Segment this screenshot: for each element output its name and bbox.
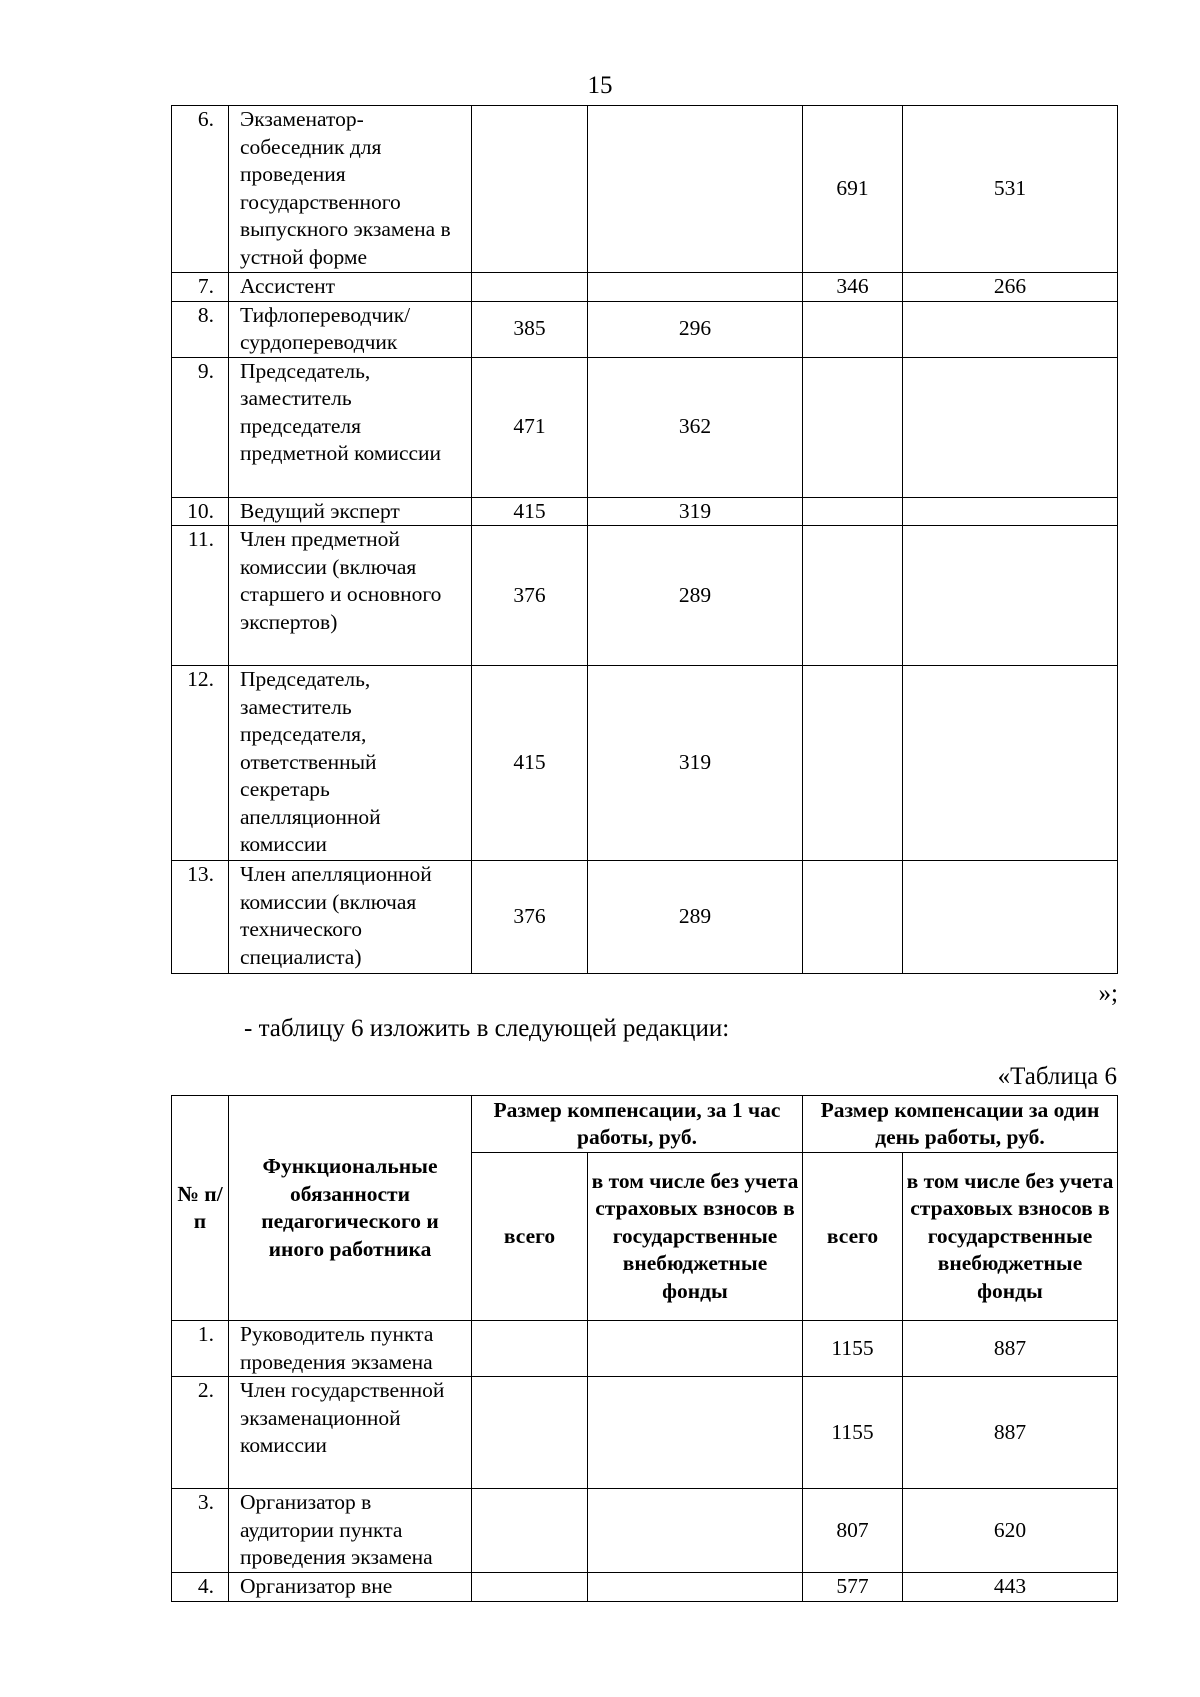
table-row (172, 357, 1118, 497)
table-row (172, 301, 1118, 357)
header-day-group: Размер компенсации за один день работы, руб. (803, 1096, 1118, 1153)
duty-name-cell: Организатор в аудитории пункта проведения экзамена (229, 1489, 472, 1573)
hour-total-cell (472, 1489, 588, 1573)
duty-name-cell: Член апелляционной комиссии (включая технического специалиста) (229, 861, 472, 974)
hour-total-cell (472, 1321, 588, 1377)
table-caption: «Таблица 6 (997, 1063, 1117, 1090)
hour-total-cell (472, 106, 588, 273)
day-total-cell (803, 497, 903, 526)
row-number-cell: 7. (172, 273, 229, 302)
table-row (172, 526, 1118, 666)
table-row (172, 861, 1118, 974)
day-total-cell (803, 526, 903, 666)
hour-net-cell (588, 106, 803, 273)
day-net-cell (903, 357, 1118, 497)
header-hour-net: в том числе без учета страховых взносов в государственные внебюджетные фонды (588, 1153, 803, 1321)
hour-net-cell: 319 (588, 666, 803, 861)
hour-total-cell: 415 (472, 497, 588, 526)
hour-net-cell: 319 (588, 497, 803, 526)
table-6 (171, 1095, 1118, 1602)
day-total-cell (803, 666, 903, 861)
hour-total-cell: 376 (472, 861, 588, 974)
day-net-cell (903, 526, 1118, 666)
day-total-cell: 691 (803, 106, 903, 273)
hour-net-cell: 289 (588, 526, 803, 666)
duty-name-cell: Руководитель пункта проведения экзамена (229, 1321, 472, 1377)
duty-name-cell: Председатель, заместитель председателя, ответственный секретарь апелляционной комиссии (229, 666, 472, 861)
hour-total-cell: 415 (472, 666, 588, 861)
table-row (172, 666, 1118, 861)
row-number-cell: 8. (172, 301, 229, 357)
day-net-cell: 887 (903, 1321, 1118, 1377)
table-row (172, 1573, 1118, 1602)
table-row (172, 106, 1118, 273)
duty-name-cell: Тифлопереводчик/ сурдопереводчик (229, 301, 472, 357)
hour-total-cell: 471 (472, 357, 588, 497)
duty-name-cell: Организатор вне (229, 1573, 472, 1602)
hour-total-cell (472, 273, 588, 302)
row-number-cell: 6. (172, 106, 229, 273)
row-number-cell: 4. (172, 1573, 229, 1602)
row-number-cell: 13. (172, 861, 229, 974)
header-hour-group: Размер компенсации, за 1 час работы, руб. (472, 1096, 803, 1153)
header-hour-total: всего (472, 1153, 588, 1321)
duty-name-cell: Ассистент (229, 273, 472, 302)
day-net-cell (903, 497, 1118, 526)
day-net-cell: 443 (903, 1573, 1118, 1602)
row-number-cell: 2. (172, 1377, 229, 1489)
hour-net-cell (588, 1377, 803, 1489)
hour-net-cell (588, 1489, 803, 1573)
header-number: № п/п (172, 1096, 229, 1321)
row-number-cell: 12. (172, 666, 229, 861)
day-total-cell: 1155 (803, 1377, 903, 1489)
table-row (172, 497, 1118, 526)
day-total-cell (803, 861, 903, 974)
row-number-cell: 9. (172, 357, 229, 497)
hour-total-cell (472, 1573, 588, 1602)
hour-total-cell: 376 (472, 526, 588, 666)
hour-total-cell: 385 (472, 301, 588, 357)
row-number-cell: 10. (172, 497, 229, 526)
day-total-cell: 1155 (803, 1321, 903, 1377)
day-net-cell: 887 (903, 1377, 1118, 1489)
hour-net-cell (588, 1321, 803, 1377)
instruction-text: - таблицу 6 изложить в следующей редакции: (244, 1015, 730, 1042)
duty-name-cell: Член государственной экзаменационной комиссии (229, 1377, 472, 1489)
day-total-cell: 577 (803, 1573, 903, 1602)
day-net-cell: 266 (903, 273, 1118, 302)
day-total-cell (803, 357, 903, 497)
header-day-net: в том числе без учета страховых взносов в государственные внебюджетные фонды (903, 1153, 1118, 1321)
hour-total-cell (472, 1377, 588, 1489)
day-net-cell (903, 666, 1118, 861)
day-net-cell: 620 (903, 1489, 1118, 1573)
table-row (172, 1377, 1118, 1489)
day-total-cell: 346 (803, 273, 903, 302)
hour-net-cell (588, 1573, 803, 1602)
table-row (172, 1489, 1118, 1573)
day-net-cell (903, 301, 1118, 357)
hour-net-cell: 289 (588, 861, 803, 974)
table-row (172, 1321, 1118, 1377)
day-total-cell: 807 (803, 1489, 903, 1573)
table-row (172, 273, 1118, 302)
hour-net-cell: 296 (588, 301, 803, 357)
hour-net-cell: 362 (588, 357, 803, 497)
header-day-total: всего (803, 1153, 903, 1321)
closing-quote: »; (1098, 980, 1118, 1007)
hour-net-cell (588, 273, 803, 302)
day-net-cell (903, 861, 1118, 974)
duty-name-cell: Ведущий эксперт (229, 497, 472, 526)
duty-name-cell: Экзаменатор-собеседник для проведения государственного выпускного экзамена в устной форме (229, 106, 472, 273)
duty-name-cell: Председатель, заместитель председателя предметной комиссии (229, 357, 472, 497)
day-net-cell: 531 (903, 106, 1118, 273)
header-duties: Функциональные обязанности педагогического и иного работника (229, 1096, 472, 1321)
continued-compensation-table (171, 105, 1118, 974)
row-number-cell: 11. (172, 526, 229, 666)
day-total-cell (803, 301, 903, 357)
duty-name-cell: Член предметной комиссии (включая старшего и основного экспертов) (229, 526, 472, 666)
row-number-cell: 1. (172, 1321, 229, 1377)
row-number-cell: 3. (172, 1489, 229, 1573)
page-number: 15 (587, 72, 613, 99)
